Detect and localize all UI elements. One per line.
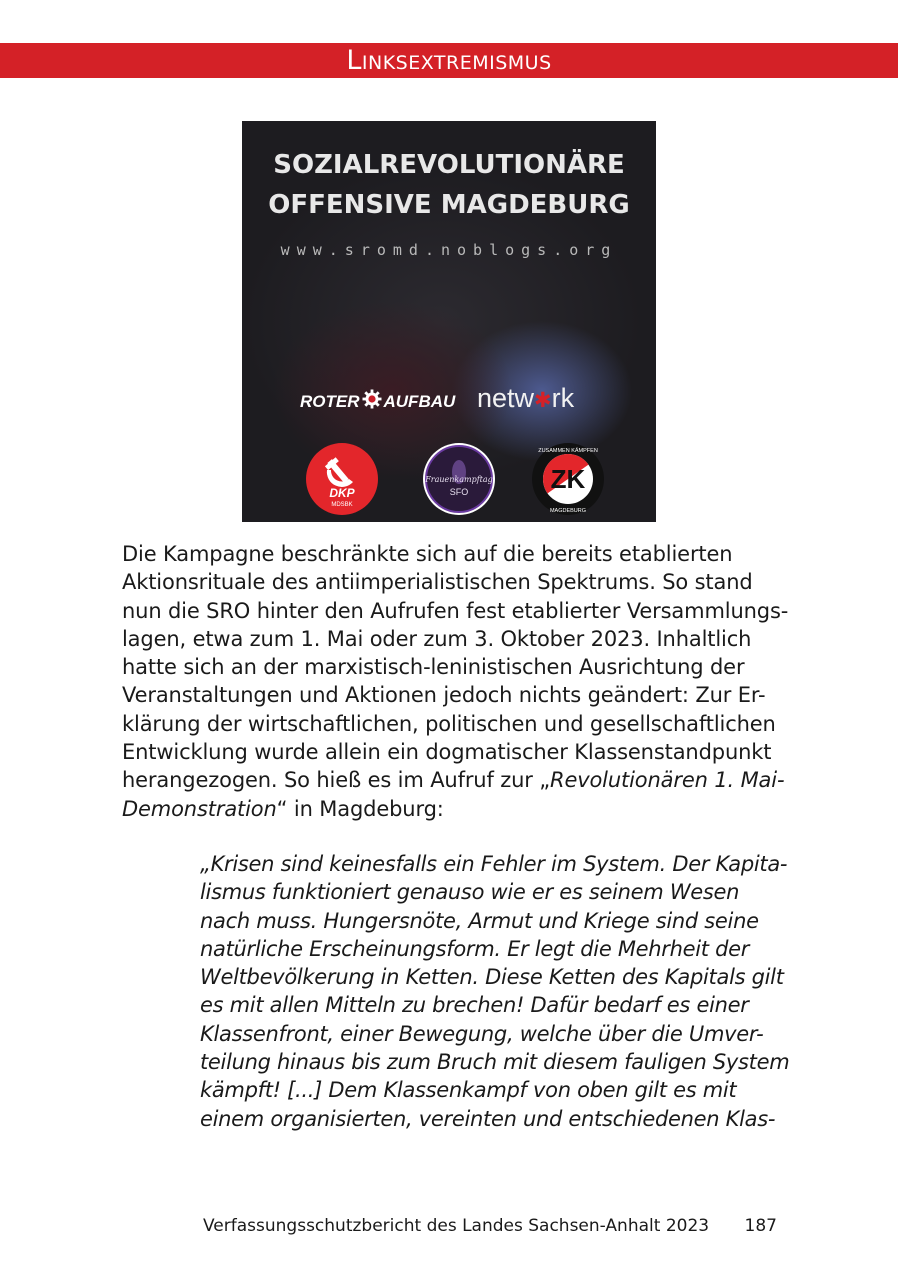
quote-line: einem organisierten, vereinten und entschiedenen Klas- [200, 1106, 776, 1131]
quote-line: es mit allen Mitteln zu brechen! Dafür bedarf es einer [200, 993, 749, 1018]
quote-line: Klassenfront, einer Bewegung, welche über die Umver- [200, 1021, 764, 1046]
page-footer [203, 1216, 777, 1236]
network-logo-tail: rk [551, 383, 575, 413]
campaign-image [242, 121, 656, 522]
sfo-badge [422, 442, 496, 516]
body-line-9-start: herangezogen. So hieß es im Aufruf zur „ [122, 768, 550, 793]
body-line [122, 795, 762, 823]
section-title: Linksextremismus [346, 45, 552, 76]
gear-icon [362, 389, 382, 414]
network-logo [477, 383, 574, 414]
quote-line: lismus funktioniert genauso wie er es seinem Wesen [200, 880, 740, 905]
image-title-line-2: OFFENSIVE MAGDEBURG [268, 190, 630, 220]
zk-badge-bottomlabel: MAGDEBURG [549, 508, 587, 514]
zk-badge-toplabel: ZUSAMMEN KÄMPFEN [538, 448, 598, 454]
body-line: Veranstaltungen und Aktionen jedoch nichts geändert: Zur Er- [122, 683, 766, 708]
dkp-badge [305, 442, 379, 516]
image-title [242, 145, 656, 225]
publication-title: Verfassungsschutzbericht des Landes Sachsen-Anhalt 2023 [203, 1216, 710, 1236]
body-line [122, 766, 785, 794]
image-url: www.sromd.noblogs.org [280, 241, 618, 259]
image-title-line-1: SOZIALREVOLUTIONÄRE [273, 150, 625, 180]
call-title-part-2: Demonstration [122, 796, 277, 821]
body-line: nun die SRO hinter den Aufrufen fest etablierter Versammlungs- [122, 598, 789, 623]
body-line: Die Kampagne beschränkte sich auf die bereits etablierten [122, 542, 733, 566]
body-line: lagen, etwa zum 1. Mai oder zum 3. Oktober 2023. Inhaltlich [122, 626, 752, 651]
dkp-badge-label: DKP [329, 486, 355, 500]
roter-aufbau-logo [300, 389, 455, 414]
page-number: 187 [744, 1216, 777, 1236]
call-title-part-1: Revolutionären 1. Mai- [550, 768, 785, 793]
body-line: hatte sich an der marxistisch-leninistischen Ausrichtung der [122, 655, 745, 680]
section-header-bar [0, 43, 898, 78]
quote-line: Weltbevölkerung in Ketten. Diese Ketten des Kapitals gilt [200, 965, 784, 990]
roter-aufbau-left: ROTER [300, 391, 360, 411]
quote-line: teilung hinaus bis zum Bruch mit diesem fauligen System [200, 1050, 790, 1075]
body-line: klärung der wirtschaftlichen, politischen und gesellschaftlichen [122, 711, 776, 736]
dkp-badge-sublabel: MDSBK [331, 502, 353, 508]
body-line-10-end: “ in Magdeburg: [276, 796, 444, 821]
roter-aufbau-right: AUFBAU [383, 391, 456, 411]
quote-line: „Krisen sind keinesfalls ein Fehler im System. Der Kapita- [200, 852, 788, 876]
sfo-badge-label: SFO [449, 487, 469, 497]
body-paragraph [122, 540, 789, 823]
quote-line: kämpft! [...] Dem Klassenkampf von oben gilt es mit [200, 1078, 737, 1103]
body-line: Entwicklung wurde allein ein dogmatischer Klassenstandpunkt [122, 740, 772, 765]
sfo-badge-toplabel: Frauenkampftag [425, 475, 493, 484]
zk-badge-label: ZK [550, 464, 586, 494]
quote-line: nach muss. Hungersnöte, Armut und Kriege sind seine [200, 908, 759, 933]
network-logo-text: netw [477, 383, 535, 413]
block-quote [200, 850, 790, 1133]
quote-line: natürliche Erscheinungsform. Er legt die Mehrheit der [200, 936, 750, 961]
body-line: Aktionsrituale des antiimperialistischen Spektrums. So stand [122, 570, 753, 595]
zk-badge [531, 442, 605, 516]
star-icon: ✱ [534, 389, 552, 412]
